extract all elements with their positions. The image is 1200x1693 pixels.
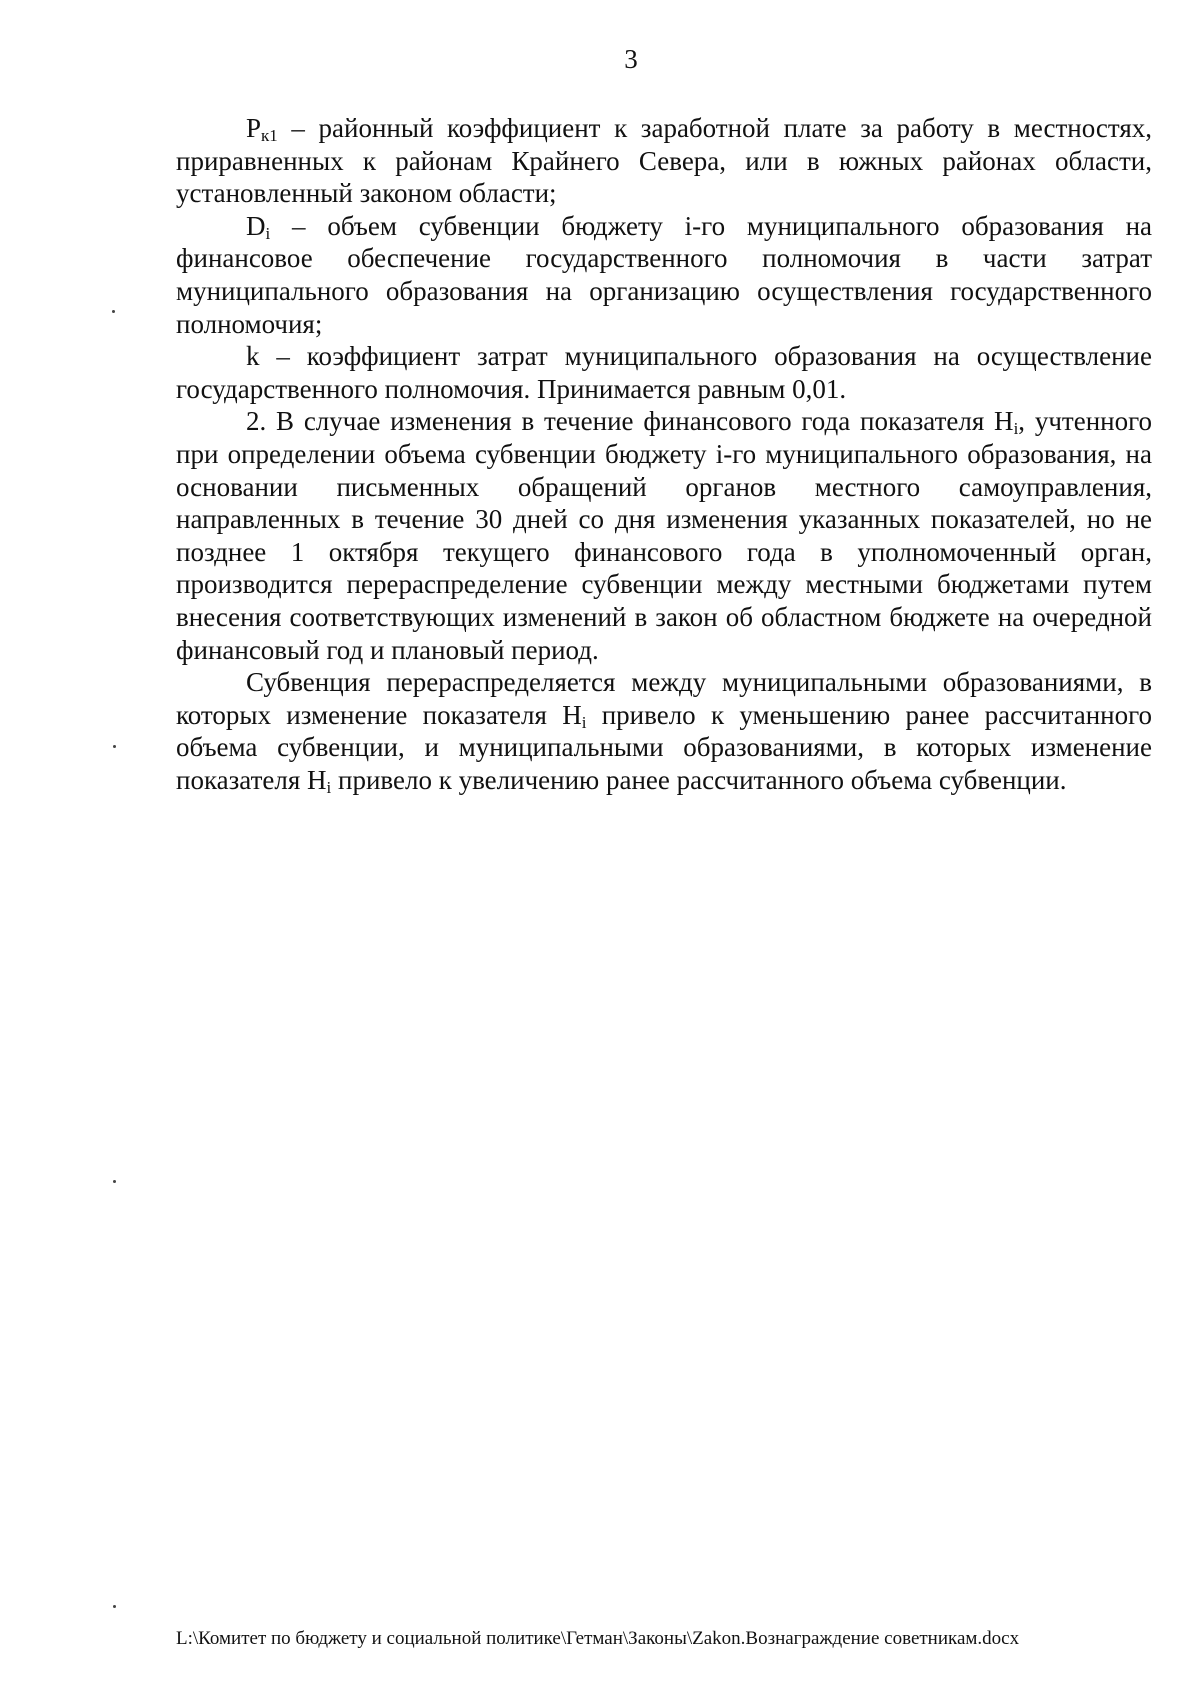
subscript-i: i — [265, 223, 271, 243]
page-number: 3 — [624, 44, 638, 74]
scan-artifact-dot — [113, 1180, 116, 1183]
paragraph-text: Субвенция перераспределяется между муниципальными образованиями, в которых изменение показателя H — [176, 667, 1152, 730]
subscript-i: i — [326, 777, 332, 797]
paragraph-text: , учтенного при определении объема субвенции бюджету i-го муниципального образования, на основании письменных обращений органов местного самоуправления, направленных в течение 30 дней со дня изменения указанных показателей, но не позднее 1 октября текущего финансового года в уполномоченный орган, производится перераспределение субвенции между местными бюджетами путем внесения соответствующих изменений в закон об областном бюджете на очередной финансовый год и плановый период. — [176, 406, 1152, 665]
paragraph-text: k – коэффициент затрат муниципального образования на осуществление государственного полномочия. Принимается равным 0,01. — [176, 341, 1152, 404]
paragraph-text: привело к уменьшению ранее рассчитанного объема субвенции, и муниципальными образованиями, в которых изменение показателя H — [176, 699, 1153, 795]
scan-artifact-dot — [113, 745, 116, 748]
symbol-d: D — [246, 210, 266, 241]
subscript-i: i — [581, 712, 587, 732]
scan-artifact-dot — [112, 310, 115, 313]
paragraph-pk1 — [176, 112, 1152, 210]
symbol-p: P — [246, 113, 262, 143]
subscript-k1: к1 — [261, 126, 278, 145]
paragraph-redistribution — [176, 666, 1152, 796]
paragraph-di — [176, 210, 1152, 340]
footer-file-path: L:\Комитет по бюджету и социальной политике\Гетман\Законы\Zakon.Вознаграждение советникам.docx — [176, 1628, 1020, 1649]
paragraph-text: привело к увеличению ранее рассчитанного объема субвенции. — [331, 764, 1067, 795]
paragraph-k — [176, 340, 1152, 405]
paragraph-text: – районный коэффициент к заработной плате за работу в местностях, приравненных к районам Крайнего Севера, или в южных районах области, установленный законом области; — [176, 113, 1152, 209]
paragraph-item-2 — [176, 405, 1152, 666]
paragraph-text: – объем субвенции бюджету i-го муниципального образования на финансовое обеспечение государственного полномочия в части затрат муниципального образования на организацию осуществления государственного полномочия; — [176, 210, 1152, 339]
subscript-i: i — [1013, 419, 1019, 439]
scan-artifact-dot — [113, 1605, 116, 1608]
paragraph-text: 2. В случае изменения в течение финансового года показателя H — [246, 406, 1014, 437]
document-body — [176, 112, 1152, 796]
